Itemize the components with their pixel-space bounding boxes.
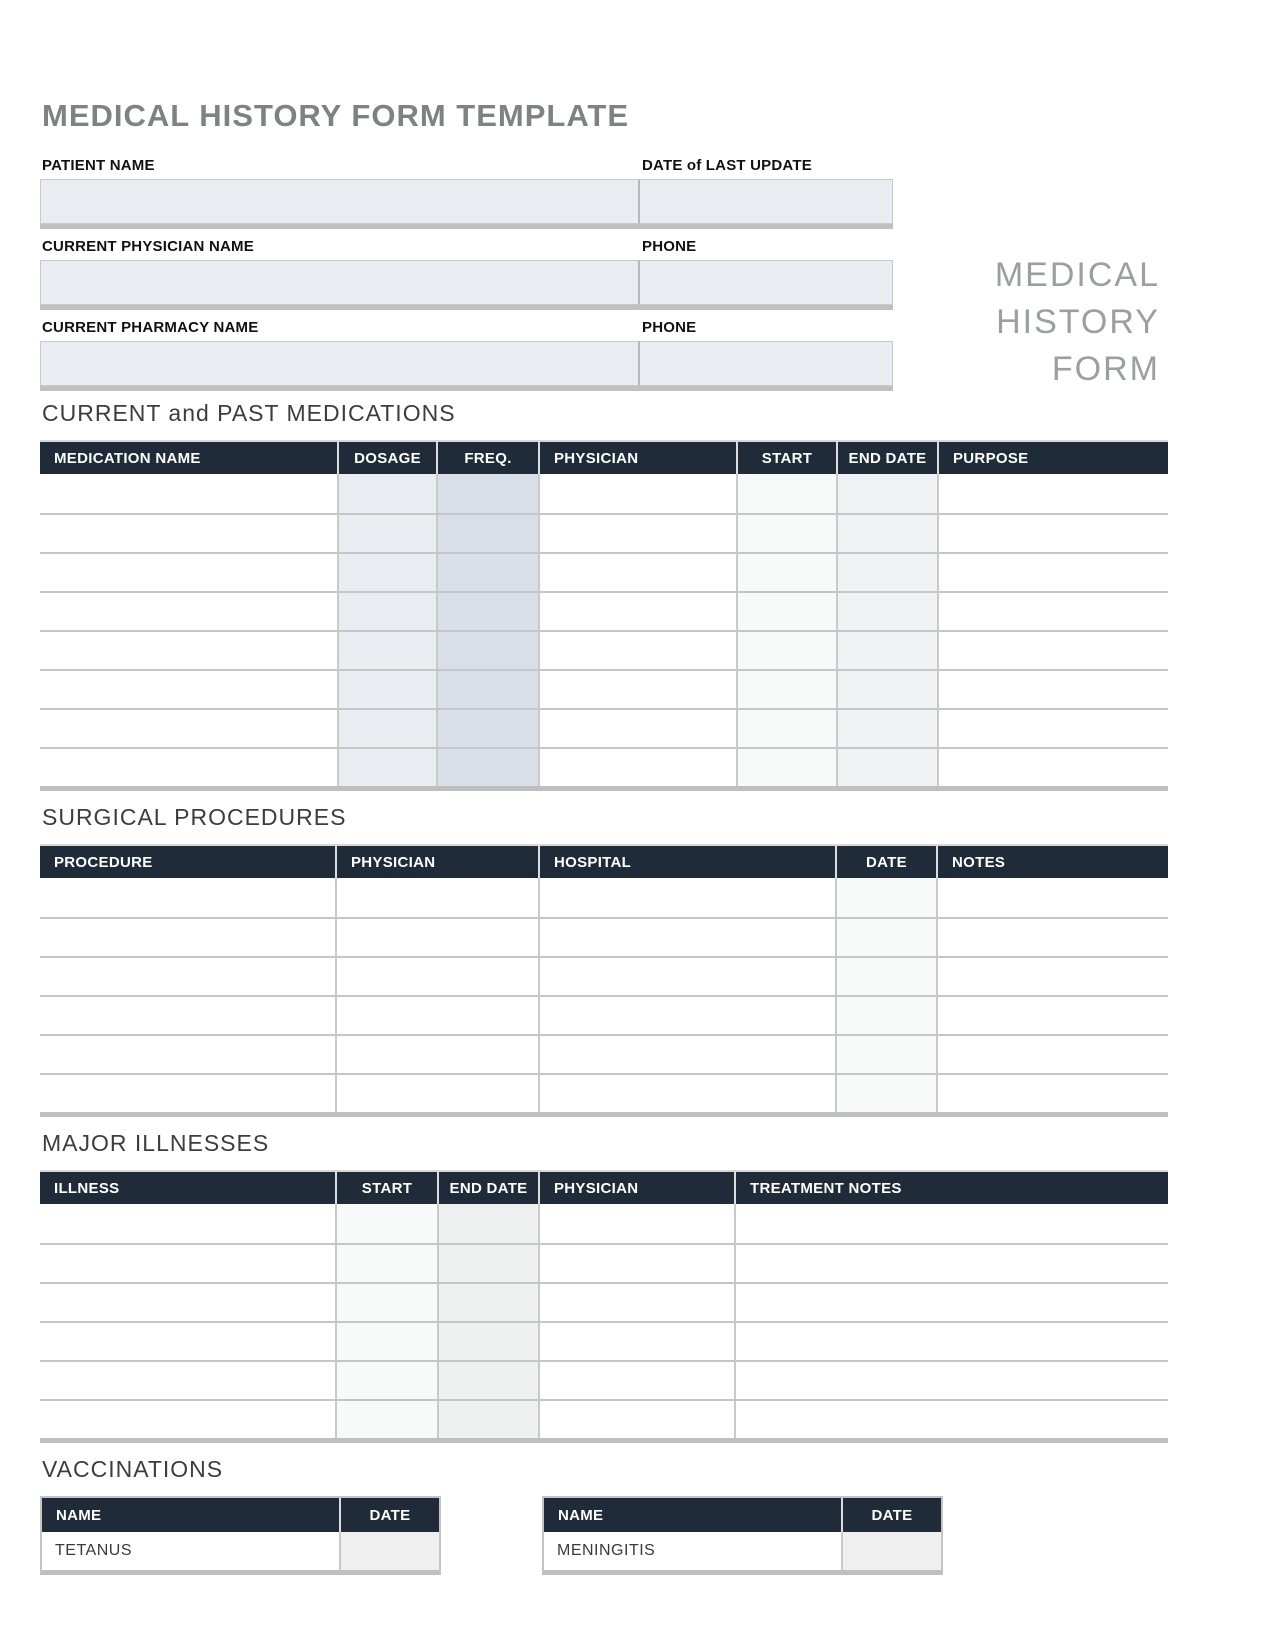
illness-start-cell[interactable] [335,1245,437,1282]
watermark-title [995,252,1160,393]
illness-start-cell[interactable] [335,1362,437,1399]
vaccination-row-tetanus [42,1532,439,1570]
illness-start-cell[interactable] [335,1323,437,1360]
illness-end-date-cell[interactable] [437,1401,538,1438]
purpose-cell[interactable] [937,554,1168,591]
start-cell[interactable] [736,474,836,513]
vaccination-name-column-header: NAME [558,1506,604,1524]
freq-cell[interactable] [436,710,538,747]
medication-name-cell[interactable] [40,671,337,708]
vaccinations-left-table [40,1496,441,1575]
medications-table-row [40,669,1168,708]
surgical-table-row [40,878,1168,917]
start-cell[interactable] [736,632,836,669]
illness-physician-cell[interactable] [538,1284,734,1321]
end-date-cell[interactable] [836,515,937,552]
purpose-cell[interactable] [937,671,1168,708]
illnesses-table [40,1170,1168,1443]
treatment-notes-cell[interactable] [734,1323,1168,1360]
vaccination-name-cell: MENINGITIS [557,1542,656,1559]
patient-name-row [40,157,893,229]
start-column-header: START [736,442,836,474]
dosage-cell[interactable] [337,474,436,513]
watermark-line-1: MEDICAL [994,256,1160,294]
notes-cell[interactable] [936,1075,1168,1112]
surgical-physician-cell[interactable] [335,1075,538,1112]
end-date-cell[interactable] [836,632,937,669]
hospital-cell[interactable] [538,958,835,995]
vaccination-date-column-header: DATE [841,1498,941,1532]
freq-cell[interactable] [436,515,538,552]
purpose-cell[interactable] [937,710,1168,747]
end-date-cell[interactable] [836,749,937,786]
illnesses-table-row [40,1399,1168,1438]
hospital-column-header: HOSPITAL [538,846,835,878]
physician-cell[interactable] [538,474,736,513]
surgical-date-cell[interactable] [835,1036,936,1073]
current-pharmacy-name-input[interactable] [40,341,638,386]
illness-start-column-header: START [335,1172,437,1204]
illness-end-date-cell[interactable] [437,1323,538,1360]
surgical-table-row [40,956,1168,995]
procedure-cell[interactable] [40,1075,335,1112]
vaccination-name-column-header: NAME [56,1506,102,1524]
illness-start-cell[interactable] [335,1401,437,1438]
medications-table-row [40,708,1168,747]
medications-table-row [40,591,1168,630]
start-cell[interactable] [736,515,836,552]
start-cell[interactable] [736,554,836,591]
medication-name-cell[interactable] [40,710,337,747]
illnesses-table-row [40,1282,1168,1321]
end-date-cell[interactable] [836,593,937,630]
surgical-physician-cell[interactable] [335,958,538,995]
illness-end-date-cell[interactable] [437,1284,538,1321]
vaccinations-section [40,1496,1168,1575]
treatment-notes-column-header: TREATMENT NOTES [734,1172,1168,1204]
pharmacy-phone-label: PHONE [642,319,697,336]
illnesses-section-title: MAJOR ILLNESSES [42,1130,270,1156]
dosage-cell[interactable] [337,554,436,591]
dosage-cell[interactable] [337,749,436,786]
procedure-column-header: PROCEDURE [54,853,153,871]
notes-cell[interactable] [936,958,1168,995]
medications-table-row [40,513,1168,552]
medication-name-cell[interactable] [40,749,337,786]
illnesses-table-header [40,1170,1168,1204]
physician-cell[interactable] [538,515,736,552]
illness-cell[interactable] [40,1323,335,1360]
procedure-cell[interactable] [40,919,335,956]
surgical-date-cell[interactable] [835,997,936,1034]
current-physician-name-label: CURRENT PHYSICIAN NAME [42,238,254,255]
hospital-cell[interactable] [538,878,835,917]
physician-row [40,238,893,310]
illness-cell[interactable] [40,1284,335,1321]
end-date-cell[interactable] [836,554,937,591]
start-cell[interactable] [736,593,836,630]
illness-start-cell[interactable] [335,1204,437,1243]
surgical-date-cell[interactable] [835,919,936,956]
procedure-cell[interactable] [40,958,335,995]
illness-physician-cell[interactable] [538,1245,734,1282]
dosage-cell[interactable] [337,593,436,630]
procedure-cell[interactable] [40,878,335,917]
start-cell[interactable] [736,749,836,786]
treatment-notes-cell[interactable] [734,1245,1168,1282]
dosage-column-header: DOSAGE [337,442,436,474]
medication-name-cell[interactable] [40,474,337,513]
physician-phone-label: PHONE [642,238,697,255]
physician-cell[interactable] [538,671,736,708]
surgical-physician-cell[interactable] [335,1036,538,1073]
medication-name-column-header: MEDICATION NAME [54,449,201,467]
illness-start-cell[interactable] [335,1284,437,1321]
end-date-cell[interactable] [836,671,937,708]
watermark-line-3: FORM [1051,350,1160,388]
patient-name-label: PATIENT NAME [42,157,155,174]
illness-end-date-cell[interactable] [437,1204,538,1243]
end-date-column-header: END DATE [836,442,937,474]
physician-cell[interactable] [538,593,736,630]
freq-column-header: FREQ. [436,442,538,474]
patient-name-input[interactable] [40,179,638,224]
purpose-cell[interactable] [937,515,1168,552]
medications-table [40,440,1168,791]
surgical-physician-cell[interactable] [335,919,538,956]
start-cell[interactable] [736,710,836,747]
surgical-table [40,844,1168,1117]
page-title: MEDICAL HISTORY FORM TEMPLATE [42,98,630,133]
surgical-physician-cell[interactable] [335,878,538,917]
purpose-cell[interactable] [937,593,1168,630]
medication-name-cell[interactable] [40,554,337,591]
surgical-date-cell[interactable] [835,958,936,995]
surgical-date-column-header: DATE [835,846,936,878]
medications-table-header [40,440,1168,474]
illness-end-date-cell[interactable] [437,1245,538,1282]
surgical-physician-cell[interactable] [335,997,538,1034]
illness-cell[interactable] [40,1245,335,1282]
purpose-cell[interactable] [937,632,1168,669]
surgical-table-header [40,844,1168,878]
notes-cell[interactable] [936,1036,1168,1073]
watermark-line-2: HISTORY [996,303,1160,341]
medications-table-row [40,552,1168,591]
medications-table-row [40,630,1168,669]
dosage-cell[interactable] [337,671,436,708]
notes-column-header: NOTES [936,846,1168,878]
surgical-date-cell[interactable] [835,878,936,917]
physician-cell[interactable] [538,710,736,747]
hospital-cell[interactable] [538,997,835,1034]
hospital-cell[interactable] [538,1036,835,1073]
notes-cell[interactable] [936,919,1168,956]
dosage-cell[interactable] [337,710,436,747]
vaccination-name-cell: TETANUS [55,1542,132,1559]
surgical-table-row [40,1073,1168,1112]
vaccination-date-cell[interactable] [841,1532,941,1570]
illnesses-table-row [40,1204,1168,1243]
notes-cell[interactable] [936,997,1168,1034]
surgical-date-cell[interactable] [835,1075,936,1112]
illness-column-header: ILLNESS [54,1179,120,1197]
pharmacy-row [40,319,893,391]
physician-phone-input[interactable] [638,260,893,305]
surgical-table-row [40,995,1168,1034]
illness-end-date-cell[interactable] [437,1362,538,1399]
vaccination-date-cell[interactable] [339,1532,439,1570]
procedure-cell[interactable] [40,1036,335,1073]
notes-cell[interactable] [936,878,1168,917]
vaccinations-section-title: VACCINATIONS [42,1456,224,1482]
physician-cell[interactable] [538,632,736,669]
illness-physician-cell[interactable] [538,1204,734,1243]
physician-cell[interactable] [538,554,736,591]
current-physician-name-input[interactable] [40,260,638,305]
date-of-last-update-input[interactable] [638,179,893,224]
current-pharmacy-name-label: CURRENT PHARMACY NAME [42,319,259,336]
date-of-last-update-label: DATE of LAST UPDATE [642,157,812,174]
illness-physician-column-header: PHYSICIAN [538,1172,734,1204]
medication-name-cell[interactable] [40,515,337,552]
illness-end-date-column-header: END DATE [437,1172,538,1204]
surgical-physician-column-header: PHYSICIAN [335,846,538,878]
end-date-cell[interactable] [836,474,937,513]
dosage-cell[interactable] [337,632,436,669]
start-cell[interactable] [736,671,836,708]
freq-cell[interactable] [436,554,538,591]
illnesses-table-row [40,1243,1168,1282]
medication-name-cell[interactable] [40,593,337,630]
pharmacy-phone-input[interactable] [638,341,893,386]
end-date-cell[interactable] [836,710,937,747]
freq-cell[interactable] [436,671,538,708]
medications-table-row [40,747,1168,786]
illnesses-table-row [40,1360,1168,1399]
hospital-cell[interactable] [538,1075,835,1112]
dosage-cell[interactable] [337,515,436,552]
treatment-notes-cell[interactable] [734,1401,1168,1438]
illness-physician-cell[interactable] [538,1401,734,1438]
freq-cell[interactable] [436,474,538,513]
medication-name-cell[interactable] [40,632,337,669]
illness-physician-cell[interactable] [538,1362,734,1399]
vaccinations-right-table [542,1496,943,1575]
illness-cell[interactable] [40,1401,335,1438]
medications-table-row [40,474,1168,513]
treatment-notes-cell[interactable] [734,1284,1168,1321]
freq-cell[interactable] [436,632,538,669]
purpose-column-header: PURPOSE [937,442,1168,474]
illness-physician-cell[interactable] [538,1323,734,1360]
hospital-cell[interactable] [538,919,835,956]
illness-cell[interactable] [40,1362,335,1399]
physician-cell[interactable] [538,749,736,786]
illnesses-table-row [40,1321,1168,1360]
surgical-table-row [40,917,1168,956]
vaccination-date-column-header: DATE [339,1498,439,1532]
vaccination-row-meningitis [544,1532,941,1570]
purpose-cell[interactable] [937,474,1168,513]
treatment-notes-cell[interactable] [734,1362,1168,1399]
treatment-notes-cell[interactable] [734,1204,1168,1243]
purpose-cell[interactable] [937,749,1168,786]
surgical-table-row [40,1034,1168,1073]
illness-cell[interactable] [40,1204,335,1243]
physician-column-header: PHYSICIAN [538,442,736,474]
procedure-cell[interactable] [40,997,335,1034]
medications-section-title: CURRENT and PAST MEDICATIONS [42,400,456,426]
surgical-section-title: SURGICAL PROCEDURES [42,804,347,830]
freq-cell[interactable] [436,593,538,630]
freq-cell[interactable] [436,749,538,786]
patient-info-section [40,157,893,391]
